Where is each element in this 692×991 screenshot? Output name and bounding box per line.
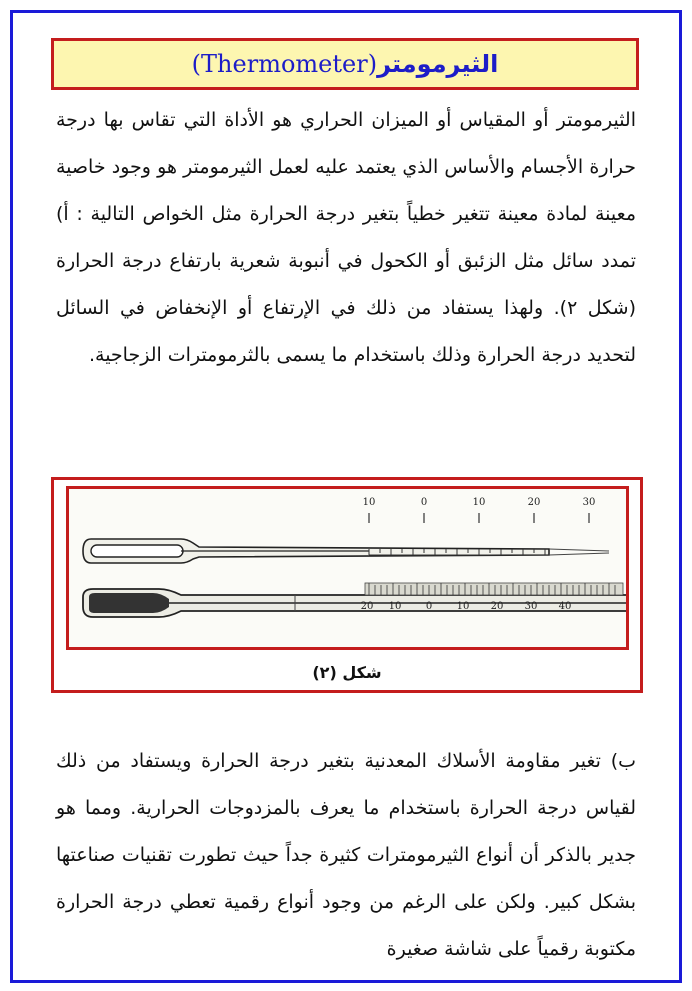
top-scale-label: 10 (362, 497, 376, 508)
figure-caption: شكل (٢) (312, 663, 382, 682)
bottom-scale-label: 20 (490, 601, 504, 612)
top-scale-label: 0 (420, 497, 428, 508)
figure-box (51, 477, 643, 693)
bottom-scale-label: 0 (425, 601, 433, 612)
title-box (51, 38, 639, 90)
paragraph-continued: ب) تغير مقاومة الأسلاك المعدنية بتغير درجة الحرارة ويستفاد من ذلك لقياس درجة الحرارة باستخدام ما يعرف بالمزدوجات الحرارية. ومما هو جدير بالذكر أن أنواع الثيرمومترات كثيرة جداً حيث تطورت تقنيات صناعتها بشكل كبير. ولكن على الرغم من وجود أنواع رقمية تعطي درجة الحرارة مكتوبة رقمياً على شاشة صغيرة (56, 750, 636, 960)
bottom-scale-label: 30 (524, 601, 538, 612)
title-arabic: الثيرمومتر (377, 50, 499, 78)
thermometer-top (83, 497, 609, 563)
title-english: (Thermometer) (191, 50, 378, 78)
page-title (192, 50, 499, 78)
bottom-scale-label: 20 (360, 601, 374, 612)
top-scale-label: 10 (472, 497, 486, 508)
thermometers-illustration (69, 489, 626, 647)
top-scale-label: 30 (582, 497, 596, 508)
bottom-scale-label: 10 (456, 601, 470, 612)
paragraph-intro: الثيرمومتر أو المقياس أو الميزان الحراري هو الأداة التي تقاس بها درجة حرارة الأجسام والأساس الذي يعتمد عليه لعمل الثيرمومتر هو وجود خاصية معينة لمادة معينة تتغير خطياً بتغير درجة الحرارة مثل الخواص التالية : أ) تمدد سائل مثل الزئبق أو الكحول في أنبوبة شعرية بارتفاع درجة الحرارة (شكل ٢). ولهذا يستفاد من ذلك في الإرتفاع أو الإنخفاض في السائل لتحديد درجة الحرارة وذلك باستخدام ما يسمى بالثرمومترات الزجاجية. (56, 109, 636, 366)
figure-image (66, 486, 629, 650)
bottom-scale-label: 10 (388, 601, 402, 612)
thermometer-bottom (83, 583, 626, 617)
top-scale-label: 20 (527, 497, 541, 508)
bottom-scale-label: 40 (558, 601, 572, 612)
